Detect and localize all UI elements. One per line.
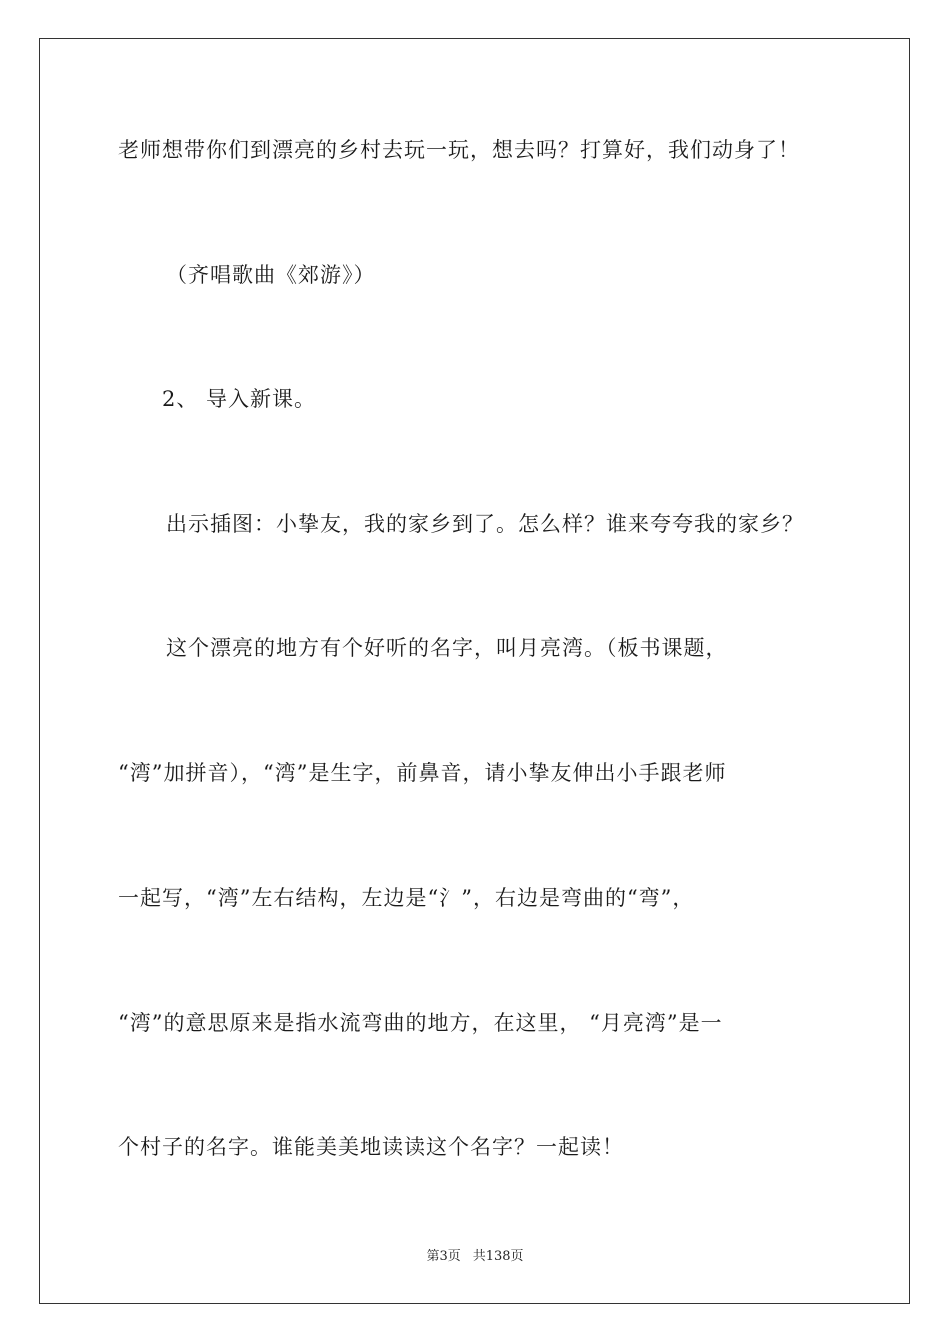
text-line-1: 老师想带你们到漂亮的乡村去玩一玩，想去吗？打算好，我们动身了！ xyxy=(118,138,800,162)
page-border xyxy=(39,38,910,1304)
text-line-5: 这个漂亮的地方有个好听的名字，叫月亮湾。（板书课题， xyxy=(166,636,728,660)
page-number: 第3页 xyxy=(426,1249,461,1264)
text-line-4: 出示插图：小挚友，我的家乡到了。怎么样？谁来夸夸我的家乡？ xyxy=(166,512,804,536)
text-line-2: （齐唱歌曲《郊游》） xyxy=(166,263,376,287)
page-footer xyxy=(0,1248,950,1266)
total-pages: 共138页 xyxy=(472,1249,524,1264)
text-line-6: “湾”加拼音），“湾”是生字，前鼻音，请小挚友伸出小手跟老师 xyxy=(118,761,727,785)
text-line-7: 一起写，“湾”左右结构，左边是“氵”，右边是弯曲的“弯”， xyxy=(118,886,695,910)
text-line-3: 2、 导入新课。 xyxy=(162,387,317,411)
text-line-8: “湾”的意思原来是指水流弯曲的地方，在这里， “月亮湾”是一 xyxy=(118,1011,723,1035)
text-line-9: 个村子的名字。谁能美美地读读这个名字？一起读！ xyxy=(118,1135,624,1159)
